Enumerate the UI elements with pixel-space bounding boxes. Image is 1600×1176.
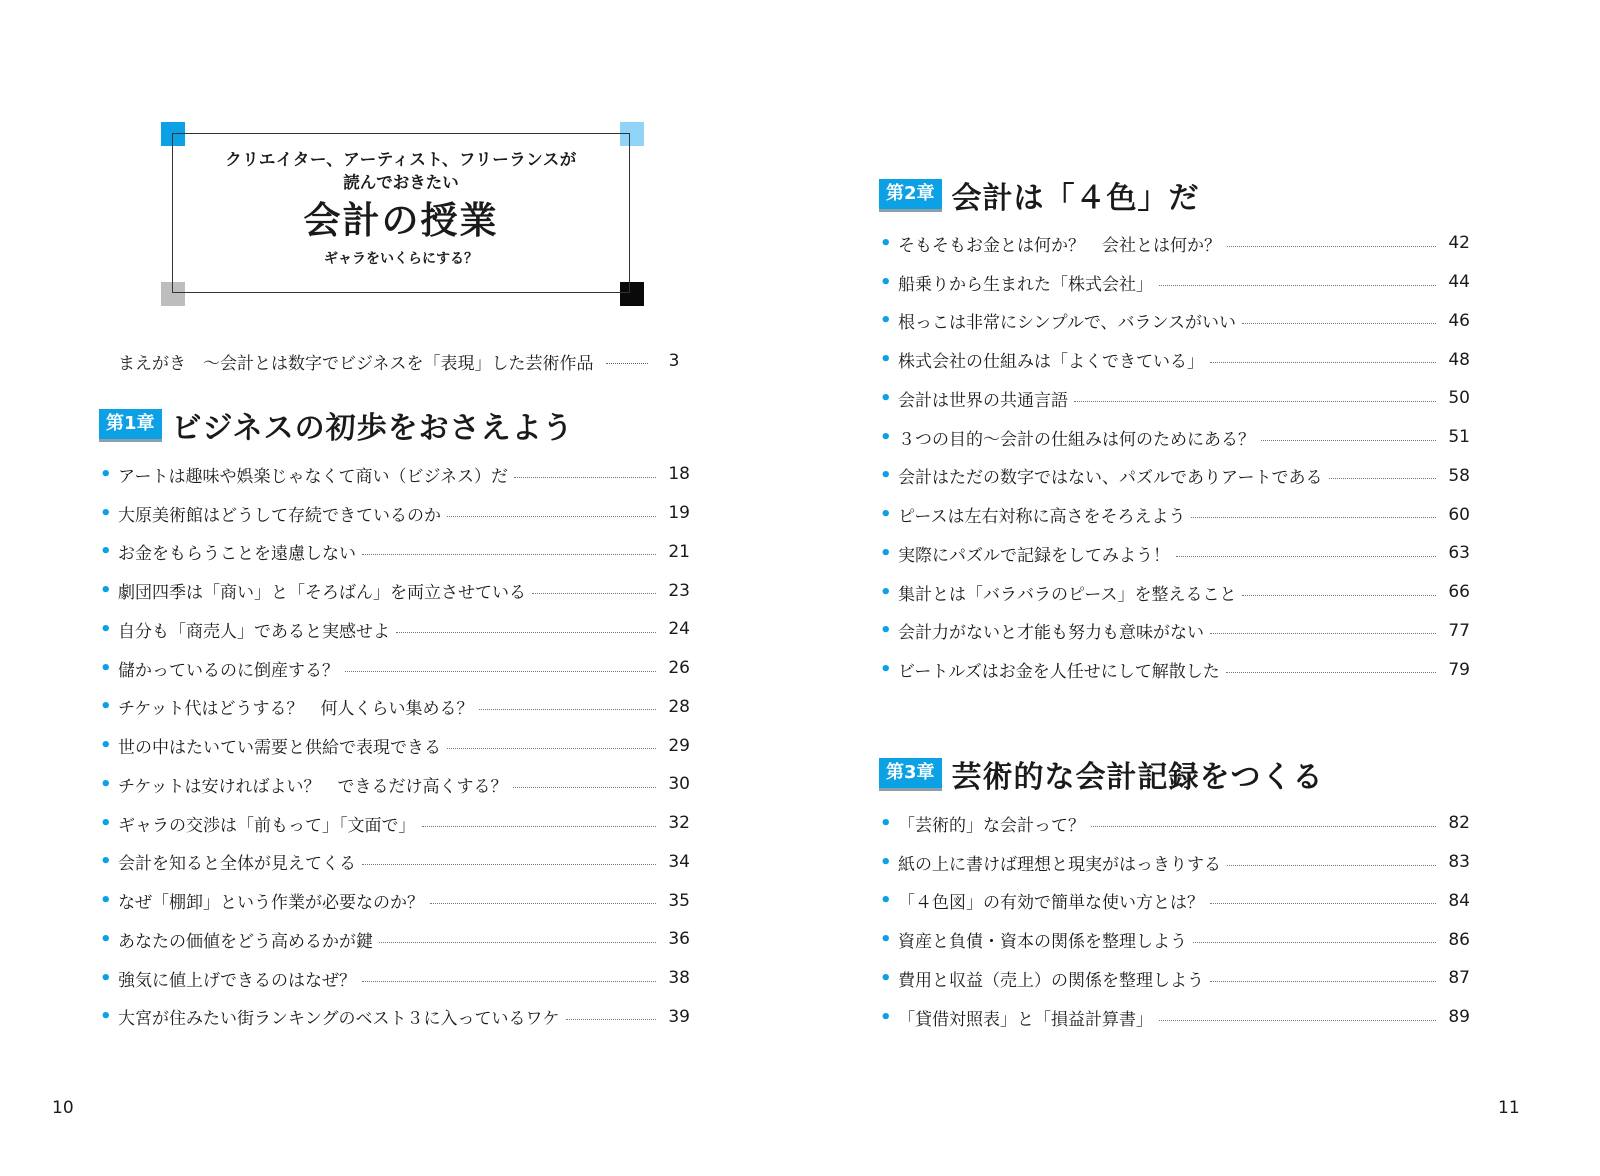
toc-entry-page: 38 bbox=[668, 968, 690, 989]
bullet-icon: • bbox=[100, 502, 112, 524]
toc-entry-label: あなたの価値をどう高めるかが鍵 bbox=[118, 931, 373, 952]
leader-dots bbox=[362, 981, 656, 982]
bullet-icon: • bbox=[880, 581, 892, 603]
toc-entry-label: 株式会社の仕組みは「よくできている」 bbox=[898, 352, 1204, 373]
leader-dots bbox=[1226, 672, 1436, 673]
bullet-icon: • bbox=[100, 696, 112, 718]
toc-entry[interactable] bbox=[880, 650, 1470, 689]
toc-entry-page: 35 bbox=[668, 890, 690, 911]
toc-entry[interactable] bbox=[880, 843, 1470, 882]
toc-entry[interactable] bbox=[880, 998, 1470, 1037]
toc-entry-page: 39 bbox=[668, 1006, 690, 1027]
leader-dots bbox=[1227, 246, 1436, 247]
toc-entry-label: ビートルズはお金を人任せにして解散した bbox=[898, 662, 1220, 683]
right-page bbox=[800, 0, 1600, 1176]
title-line-2: 読んでおきたい bbox=[343, 173, 459, 192]
chapter-1-badge: 第1章 bbox=[99, 409, 162, 442]
toc-entry-page: 83 bbox=[1448, 852, 1470, 873]
toc-entry-label: 会計を知ると全体が見えてくる bbox=[118, 854, 356, 875]
leader-dots bbox=[1210, 981, 1436, 982]
toc-entry[interactable] bbox=[880, 224, 1470, 263]
leader-dots bbox=[1210, 362, 1436, 363]
bullet-icon: • bbox=[880, 851, 892, 873]
toc-entry-label: 資産と負債・資本の関係を整理しよう bbox=[898, 932, 1187, 953]
toc-entry[interactable] bbox=[100, 765, 690, 804]
bullet-icon: • bbox=[100, 928, 112, 950]
toc-entry-page: 34 bbox=[668, 851, 690, 872]
toc-entry-label: アートは趣味や娯楽じゃなくて商い（ビジネス）だ bbox=[118, 466, 508, 487]
bullet-icon: • bbox=[880, 967, 892, 989]
preface-page: 3 bbox=[668, 351, 680, 371]
toc-entry-label: 会計力がないと才能も努力も意味がない bbox=[898, 623, 1204, 644]
bullet-icon: • bbox=[100, 890, 112, 912]
leader-dots bbox=[345, 671, 656, 672]
toc-entry[interactable] bbox=[100, 920, 690, 959]
toc-entry-page: 46 bbox=[1448, 310, 1470, 331]
toc-entry-label: 紙の上に書けば理想と現実がはっきりする bbox=[898, 854, 1221, 875]
bullet-icon: • bbox=[100, 580, 112, 602]
book-subtitle: ギャラをいくらにする？ bbox=[324, 251, 478, 267]
toc-entry-label: お金をもらうことを遠慮しない bbox=[118, 544, 356, 565]
bullet-icon: • bbox=[880, 929, 892, 951]
bullet-icon: • bbox=[880, 426, 892, 448]
toc-entry[interactable] bbox=[880, 573, 1470, 612]
leader-dots bbox=[362, 864, 656, 865]
bullet-icon: • bbox=[880, 387, 892, 409]
toc-entry-label: チケットは安ければよい？ できるだけ高くする？ bbox=[118, 776, 508, 797]
toc-entry-page: 87 bbox=[1448, 968, 1470, 989]
toc-entry-label: 大原美術館はどうして存続できているのか bbox=[118, 505, 441, 526]
toc-entry-label: 「貸借対照表」と「損益計算書」 bbox=[898, 1009, 1153, 1030]
toc-entry-label: ３つの目的～会計の仕組みは何のためにある？ bbox=[898, 429, 1255, 450]
toc-entry-page: 84 bbox=[1448, 890, 1470, 911]
toc-entry-label: 儲かっているのに倒産する？ bbox=[118, 660, 339, 681]
chapter-2-badge: 第2章 bbox=[879, 179, 942, 212]
toc-entry[interactable] bbox=[880, 263, 1470, 302]
chapter-2-heading bbox=[879, 173, 1200, 217]
leader-dots bbox=[1159, 1020, 1436, 1021]
toc-entry[interactable] bbox=[880, 457, 1470, 496]
toc-entry-label: 会計はただの数字ではない、パズルでありアートである bbox=[898, 468, 1323, 489]
bullet-icon: • bbox=[880, 271, 892, 293]
toc-entry[interactable] bbox=[100, 571, 690, 610]
toc-entry-page: 18 bbox=[668, 464, 690, 485]
toc-entry-page: 44 bbox=[1448, 272, 1470, 293]
toc-entry-label: なぜ「棚卸」という作業が必要なのか？ bbox=[118, 893, 424, 914]
toc-entry-label: 大宮が住みたい街ランキングのベスト３に入っているワケ bbox=[118, 1009, 560, 1030]
bullet-icon: • bbox=[880, 659, 892, 681]
leader-dots bbox=[479, 709, 656, 710]
toc-entry[interactable] bbox=[880, 495, 1470, 534]
toc-entry[interactable] bbox=[100, 688, 690, 727]
leader-dots bbox=[1242, 323, 1436, 324]
toc-entry[interactable] bbox=[100, 726, 690, 765]
toc-entry[interactable] bbox=[100, 455, 690, 494]
leader-dots bbox=[1074, 401, 1436, 402]
leader-dots bbox=[422, 826, 657, 827]
bullet-icon: • bbox=[100, 735, 112, 757]
toc-entry-label: 根っこは非常にシンプルで、バランスがいい bbox=[898, 313, 1237, 334]
toc-entry[interactable] bbox=[880, 340, 1470, 379]
bullet-icon: • bbox=[100, 1006, 112, 1028]
toc-entry-page: 21 bbox=[668, 541, 690, 562]
leader-dots bbox=[1329, 478, 1437, 479]
toc-entry-label: 会計は世界の共通言語 bbox=[898, 390, 1068, 411]
toc-entry[interactable] bbox=[880, 379, 1470, 418]
toc-entry-label: 「芸術的」な会計って？ bbox=[898, 815, 1085, 836]
chapter-1-toc bbox=[100, 455, 690, 1036]
toc-entry-page: 79 bbox=[1448, 659, 1470, 680]
toc-entry-page: 77 bbox=[1448, 620, 1470, 641]
bullet-icon: • bbox=[880, 232, 892, 254]
toc-entry-label: ピースは左右対称に高さをそろえよう bbox=[898, 507, 1186, 528]
toc-entry[interactable] bbox=[100, 494, 690, 533]
preface-entry[interactable] bbox=[118, 348, 706, 374]
toc-entry[interactable] bbox=[880, 920, 1470, 959]
toc-entry[interactable] bbox=[880, 804, 1470, 843]
toc-entry[interactable] bbox=[100, 610, 690, 649]
leader-dots bbox=[1191, 517, 1436, 518]
toc-entry-label: チケット代はどうする？ 何人くらい集める？ bbox=[118, 699, 474, 720]
leader-dots bbox=[430, 903, 656, 904]
bullet-icon: • bbox=[880, 465, 892, 487]
toc-entry-page: 36 bbox=[668, 929, 690, 950]
toc-entry[interactable] bbox=[100, 959, 690, 998]
toc-entry-page: 29 bbox=[668, 735, 690, 756]
leader-dots bbox=[566, 1019, 657, 1020]
bullet-icon: • bbox=[880, 620, 892, 642]
toc-entry-label: ギャラの交渉は「前もって」「文面で」 bbox=[118, 815, 416, 836]
preface-label: まえがき ～会計とは数字でビジネスを「表現」した芸術作品 bbox=[118, 353, 594, 374]
toc-entry-page: 66 bbox=[1448, 582, 1470, 603]
toc-entry-page: 50 bbox=[1448, 388, 1470, 409]
toc-entry-label: 強気に値上げできるのはなぜ？ bbox=[118, 970, 356, 991]
toc-entry-label: 費用と収益（売上）の関係を整理しよう bbox=[898, 970, 1204, 991]
toc-entry[interactable] bbox=[100, 881, 690, 920]
toc-entry[interactable] bbox=[100, 998, 690, 1037]
leader-dots bbox=[1091, 826, 1436, 827]
bullet-icon: • bbox=[100, 773, 112, 795]
leader-dots bbox=[362, 554, 656, 555]
leader-dots bbox=[1227, 865, 1436, 866]
book-main-title: 会計の授業 bbox=[303, 199, 499, 242]
leader-dots bbox=[1176, 556, 1436, 557]
chapter-1-heading bbox=[99, 403, 574, 447]
toc-entry-label: 世の中はたいてい需要と供給で表現できる bbox=[118, 738, 441, 759]
toc-entry-page: 60 bbox=[1448, 504, 1470, 525]
leader-dots bbox=[1210, 903, 1436, 904]
toc-entry[interactable] bbox=[880, 302, 1470, 341]
toc-entry-page: 63 bbox=[1448, 543, 1470, 564]
toc-entry-page: 23 bbox=[668, 580, 690, 601]
bullet-icon: • bbox=[880, 812, 892, 834]
leader-dots bbox=[513, 787, 656, 788]
toc-entry-page: 26 bbox=[668, 658, 690, 679]
leader-dots bbox=[1210, 633, 1436, 634]
toc-entry[interactable] bbox=[880, 534, 1470, 573]
bullet-icon: • bbox=[100, 967, 112, 989]
chapter-3-heading bbox=[879, 752, 1324, 796]
chapter-3-badge: 第3章 bbox=[879, 758, 942, 791]
toc-entry-label: 劇団四季は「商い」と「そろばん」を両立させている bbox=[118, 583, 526, 604]
bullet-icon: • bbox=[880, 504, 892, 526]
leader-dots bbox=[514, 477, 656, 478]
bullet-icon: • bbox=[100, 851, 112, 873]
toc-entry[interactable] bbox=[880, 959, 1470, 998]
toc-entry-page: 32 bbox=[668, 813, 690, 834]
toc-entry[interactable] bbox=[880, 612, 1470, 651]
leader-dots bbox=[447, 748, 656, 749]
toc-entry-label: 集計とは「バラバラのピース」を整えること bbox=[898, 584, 1237, 605]
bullet-icon: • bbox=[100, 812, 112, 834]
toc-entry-page: 86 bbox=[1448, 929, 1470, 950]
toc-entry-label: そもそもお金とは何か？ 会社とは何か？ bbox=[898, 235, 1221, 256]
toc-entry-page: 24 bbox=[668, 619, 690, 640]
page-number-left: 10 bbox=[52, 1098, 74, 1118]
leader-dots bbox=[447, 516, 656, 517]
leader-dots bbox=[379, 942, 656, 943]
toc-entry[interactable] bbox=[880, 882, 1470, 921]
bullet-icon: • bbox=[880, 310, 892, 332]
toc-entry-label: 船乗りから生まれた「株式会社」 bbox=[898, 274, 1153, 295]
bullet-icon: • bbox=[100, 541, 112, 563]
bullet-icon: • bbox=[880, 542, 892, 564]
toc-entry-page: 58 bbox=[1448, 465, 1470, 486]
leader-dots bbox=[1193, 942, 1436, 943]
toc-entry-page: 28 bbox=[668, 696, 690, 717]
book-title-box bbox=[172, 133, 630, 293]
toc-entry-label: 自分も「商売人」であると実感せよ bbox=[118, 621, 390, 642]
chapter-2-title: 会計は「４色」だ bbox=[951, 181, 1200, 216]
bullet-icon: • bbox=[880, 890, 892, 912]
toc-entry-page: 30 bbox=[668, 774, 690, 795]
toc-entry-page: 51 bbox=[1448, 427, 1470, 448]
toc-entry[interactable] bbox=[100, 533, 690, 572]
toc-entry-page: 19 bbox=[668, 503, 690, 524]
chapter-3-toc bbox=[880, 804, 1470, 1037]
chapter-1-title: ビジネスの初歩をおさえよう bbox=[171, 411, 574, 446]
toc-entry-label: 実際にパズルで記録をしてみよう！ bbox=[898, 545, 1170, 566]
toc-entry[interactable] bbox=[100, 649, 690, 688]
bullet-icon: • bbox=[880, 349, 892, 371]
title-line-1: クリエイター、アーティスト、フリーランスが bbox=[225, 150, 577, 169]
toc-entry-page: 82 bbox=[1448, 813, 1470, 834]
toc-entry-page: 42 bbox=[1448, 233, 1470, 254]
bullet-icon: • bbox=[100, 657, 112, 679]
bullet-icon: • bbox=[100, 463, 112, 485]
bullet-icon: • bbox=[880, 1006, 892, 1028]
leader-dots bbox=[1242, 595, 1436, 596]
bullet-icon: • bbox=[100, 618, 112, 640]
leader-dots bbox=[1261, 440, 1436, 441]
leader-dots bbox=[1159, 285, 1436, 286]
toc-entry-page: 48 bbox=[1448, 349, 1470, 370]
leader-dots bbox=[396, 632, 656, 633]
toc-entry[interactable] bbox=[100, 843, 690, 882]
toc-entry-label: 「４色図」の有効で簡単な使い方とは？ bbox=[898, 893, 1204, 914]
chapter-3-title: 芸術的な会計記録をつくる bbox=[951, 760, 1324, 795]
leader-dots bbox=[606, 363, 648, 364]
toc-entry[interactable] bbox=[880, 418, 1470, 457]
toc-entry[interactable] bbox=[100, 804, 690, 843]
leader-dots bbox=[532, 593, 656, 594]
chapter-2-toc bbox=[880, 224, 1470, 689]
toc-entry-page: 89 bbox=[1448, 1007, 1470, 1028]
page-number-right: 11 bbox=[1498, 1098, 1520, 1118]
